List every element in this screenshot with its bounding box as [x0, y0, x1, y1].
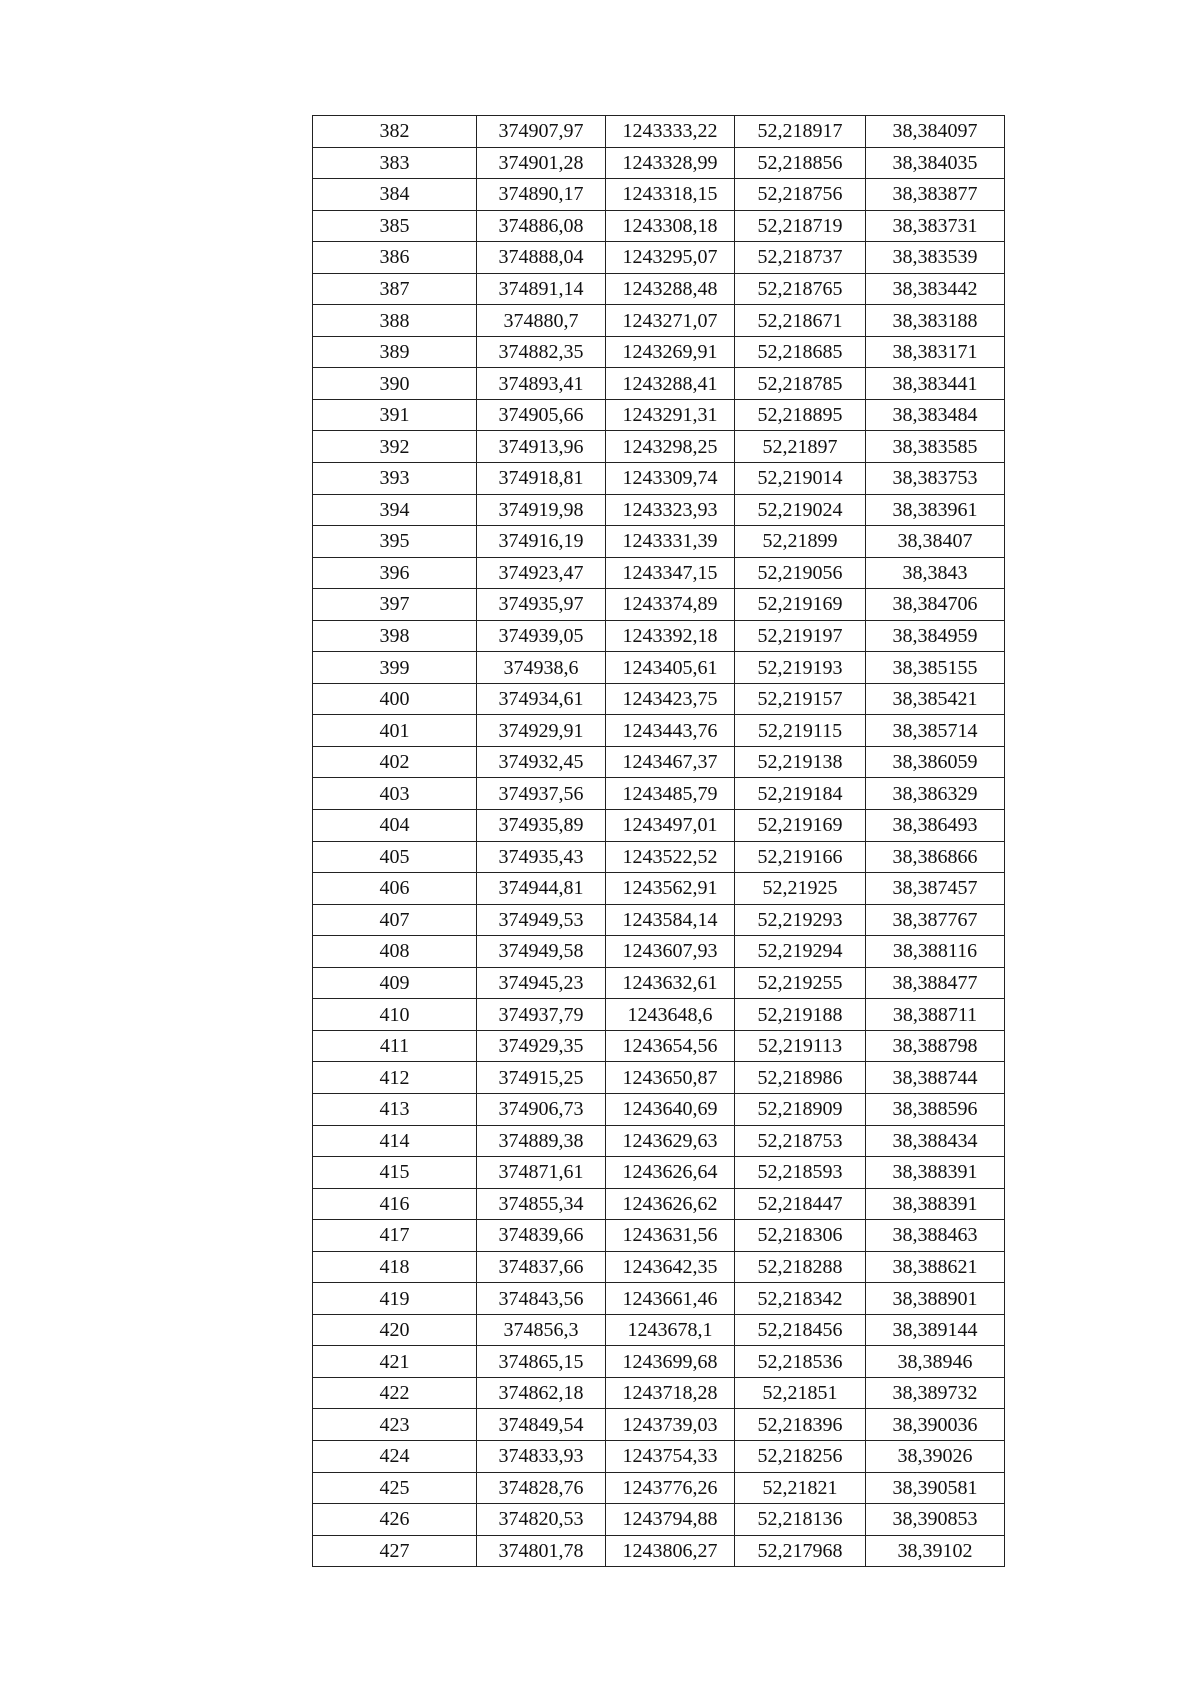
y-coordinate-cell: 1243678,1	[606, 1314, 735, 1346]
point-number-cell: 385	[313, 210, 477, 242]
longitude-cell: 38,384706	[866, 589, 1005, 621]
point-number-cell: 424	[313, 1440, 477, 1472]
latitude-cell: 52,218456	[735, 1314, 866, 1346]
y-coordinate-cell: 1243295,07	[606, 242, 735, 274]
y-coordinate-cell: 1243629,63	[606, 1125, 735, 1157]
point-number-cell: 423	[313, 1409, 477, 1441]
y-coordinate-cell: 1243642,35	[606, 1251, 735, 1283]
table-row	[313, 431, 1005, 463]
latitude-cell: 52,218536	[735, 1346, 866, 1378]
point-number-cell: 394	[313, 494, 477, 526]
x-coordinate-cell: 374937,79	[477, 999, 606, 1031]
y-coordinate-cell: 1243405,61	[606, 652, 735, 684]
x-coordinate-cell: 374945,23	[477, 967, 606, 999]
longitude-cell: 38,389732	[866, 1377, 1005, 1409]
longitude-cell: 38,388116	[866, 936, 1005, 968]
x-coordinate-cell: 374935,89	[477, 810, 606, 842]
point-number-cell: 387	[313, 273, 477, 305]
latitude-cell: 52,219255	[735, 967, 866, 999]
y-coordinate-cell: 1243423,75	[606, 683, 735, 715]
x-coordinate-cell: 374890,17	[477, 179, 606, 211]
table-row	[313, 683, 1005, 715]
latitude-cell: 52,218753	[735, 1125, 866, 1157]
table-row	[313, 147, 1005, 179]
point-number-cell: 421	[313, 1346, 477, 1378]
x-coordinate-cell: 374882,35	[477, 336, 606, 368]
latitude-cell: 52,219138	[735, 746, 866, 778]
latitude-cell: 52,219014	[735, 463, 866, 495]
point-number-cell: 396	[313, 557, 477, 589]
y-coordinate-cell: 1243309,74	[606, 463, 735, 495]
longitude-cell: 38,386059	[866, 746, 1005, 778]
x-coordinate-cell: 374907,97	[477, 116, 606, 148]
longitude-cell: 38,383753	[866, 463, 1005, 495]
x-coordinate-cell: 374828,76	[477, 1472, 606, 1504]
y-coordinate-cell: 1243271,07	[606, 305, 735, 337]
table-row	[313, 1472, 1005, 1504]
y-coordinate-cell: 1243661,46	[606, 1283, 735, 1315]
table-row	[313, 1440, 1005, 1472]
table-row	[313, 620, 1005, 652]
longitude-cell: 38,38946	[866, 1346, 1005, 1378]
point-number-cell: 398	[313, 620, 477, 652]
y-coordinate-cell: 1243308,18	[606, 210, 735, 242]
table-row	[313, 1188, 1005, 1220]
table-row	[313, 1535, 1005, 1567]
y-coordinate-cell: 1243485,79	[606, 778, 735, 810]
point-number-cell: 401	[313, 715, 477, 747]
table-row	[313, 1409, 1005, 1441]
point-number-cell: 395	[313, 526, 477, 558]
x-coordinate-cell: 374889,38	[477, 1125, 606, 1157]
point-number-cell: 392	[313, 431, 477, 463]
y-coordinate-cell: 1243626,64	[606, 1157, 735, 1189]
latitude-cell: 52,218756	[735, 179, 866, 211]
x-coordinate-cell: 374906,73	[477, 1093, 606, 1125]
point-number-cell: 403	[313, 778, 477, 810]
latitude-cell: 52,218685	[735, 336, 866, 368]
latitude-cell: 52,218288	[735, 1251, 866, 1283]
longitude-cell: 38,383188	[866, 305, 1005, 337]
latitude-cell: 52,21821	[735, 1472, 866, 1504]
latitude-cell: 52,21925	[735, 873, 866, 905]
x-coordinate-cell: 374856,3	[477, 1314, 606, 1346]
y-coordinate-cell: 1243699,68	[606, 1346, 735, 1378]
x-coordinate-cell: 374935,97	[477, 589, 606, 621]
longitude-cell: 38,383442	[866, 273, 1005, 305]
table-row	[313, 494, 1005, 526]
point-number-cell: 404	[313, 810, 477, 842]
latitude-cell: 52,219169	[735, 810, 866, 842]
table-row	[313, 1157, 1005, 1189]
longitude-cell: 38,387457	[866, 873, 1005, 905]
point-number-cell: 412	[313, 1062, 477, 1094]
y-coordinate-cell: 1243607,93	[606, 936, 735, 968]
longitude-cell: 38,388463	[866, 1220, 1005, 1252]
x-coordinate-cell: 374919,98	[477, 494, 606, 526]
latitude-cell: 52,218986	[735, 1062, 866, 1094]
y-coordinate-cell: 1243718,28	[606, 1377, 735, 1409]
y-coordinate-cell: 1243626,62	[606, 1188, 735, 1220]
table-row	[313, 999, 1005, 1031]
y-coordinate-cell: 1243776,26	[606, 1472, 735, 1504]
x-coordinate-cell: 374837,66	[477, 1251, 606, 1283]
latitude-cell: 52,219157	[735, 683, 866, 715]
y-coordinate-cell: 1243632,61	[606, 967, 735, 999]
x-coordinate-cell: 374938,6	[477, 652, 606, 684]
longitude-cell: 38,388391	[866, 1188, 1005, 1220]
latitude-cell: 52,21897	[735, 431, 866, 463]
longitude-cell: 38,388391	[866, 1157, 1005, 1189]
longitude-cell: 38,388596	[866, 1093, 1005, 1125]
longitude-cell: 38,388901	[866, 1283, 1005, 1315]
x-coordinate-cell: 374886,08	[477, 210, 606, 242]
table-row	[313, 589, 1005, 621]
latitude-cell: 52,218256	[735, 1440, 866, 1472]
point-number-cell: 427	[313, 1535, 477, 1567]
latitude-cell: 52,217968	[735, 1535, 866, 1567]
point-number-cell: 399	[313, 652, 477, 684]
point-number-cell: 402	[313, 746, 477, 778]
coordinates-table	[312, 115, 1005, 1567]
latitude-cell: 52,21899	[735, 526, 866, 558]
latitude-cell: 52,218136	[735, 1504, 866, 1536]
x-coordinate-cell: 374820,53	[477, 1504, 606, 1536]
table-row	[313, 116, 1005, 148]
x-coordinate-cell: 374849,54	[477, 1409, 606, 1441]
point-number-cell: 425	[313, 1472, 477, 1504]
x-coordinate-cell: 374839,66	[477, 1220, 606, 1252]
y-coordinate-cell: 1243288,41	[606, 368, 735, 400]
table-row	[313, 368, 1005, 400]
table-row	[313, 1093, 1005, 1125]
point-number-cell: 420	[313, 1314, 477, 1346]
point-number-cell: 411	[313, 1030, 477, 1062]
latitude-cell: 52,219166	[735, 841, 866, 873]
latitude-cell: 52,218593	[735, 1157, 866, 1189]
table-row	[313, 557, 1005, 589]
longitude-cell: 38,383961	[866, 494, 1005, 526]
point-number-cell: 383	[313, 147, 477, 179]
table-row	[313, 746, 1005, 778]
x-coordinate-cell: 374862,18	[477, 1377, 606, 1409]
longitude-cell: 38,38407	[866, 526, 1005, 558]
x-coordinate-cell: 374891,14	[477, 273, 606, 305]
x-coordinate-cell: 374880,7	[477, 305, 606, 337]
longitude-cell: 38,39102	[866, 1535, 1005, 1567]
latitude-cell: 52,218342	[735, 1283, 866, 1315]
x-coordinate-cell: 374843,56	[477, 1283, 606, 1315]
point-number-cell: 417	[313, 1220, 477, 1252]
y-coordinate-cell: 1243650,87	[606, 1062, 735, 1094]
longitude-cell: 38,388621	[866, 1251, 1005, 1283]
longitude-cell: 38,390853	[866, 1504, 1005, 1536]
table-row	[313, 399, 1005, 431]
longitude-cell: 38,388434	[866, 1125, 1005, 1157]
y-coordinate-cell: 1243467,37	[606, 746, 735, 778]
x-coordinate-cell: 374949,53	[477, 904, 606, 936]
longitude-cell: 38,390036	[866, 1409, 1005, 1441]
table-row	[313, 242, 1005, 274]
y-coordinate-cell: 1243631,56	[606, 1220, 735, 1252]
point-number-cell: 388	[313, 305, 477, 337]
table-row	[313, 652, 1005, 684]
latitude-cell: 52,219169	[735, 589, 866, 621]
x-coordinate-cell: 374905,66	[477, 399, 606, 431]
x-coordinate-cell: 374901,28	[477, 147, 606, 179]
point-number-cell: 393	[313, 463, 477, 495]
longitude-cell: 38,385155	[866, 652, 1005, 684]
point-number-cell: 410	[313, 999, 477, 1031]
longitude-cell: 38,387767	[866, 904, 1005, 936]
longitude-cell: 38,383441	[866, 368, 1005, 400]
point-number-cell: 415	[313, 1157, 477, 1189]
latitude-cell: 52,219184	[735, 778, 866, 810]
longitude-cell: 38,384097	[866, 116, 1005, 148]
x-coordinate-cell: 374833,93	[477, 1440, 606, 1472]
table-row	[313, 336, 1005, 368]
coordinates-table-body	[313, 116, 1005, 1567]
y-coordinate-cell: 1243443,76	[606, 715, 735, 747]
point-number-cell: 384	[313, 179, 477, 211]
x-coordinate-cell: 374932,45	[477, 746, 606, 778]
latitude-cell: 52,219115	[735, 715, 866, 747]
x-coordinate-cell: 374929,91	[477, 715, 606, 747]
table-row	[313, 210, 1005, 242]
longitude-cell: 38,383539	[866, 242, 1005, 274]
y-coordinate-cell: 1243323,93	[606, 494, 735, 526]
table-row	[313, 1220, 1005, 1252]
x-coordinate-cell: 374939,05	[477, 620, 606, 652]
latitude-cell: 52,219024	[735, 494, 866, 526]
table-row	[313, 936, 1005, 968]
longitude-cell: 38,384035	[866, 147, 1005, 179]
latitude-cell: 52,218856	[735, 147, 866, 179]
y-coordinate-cell: 1243754,33	[606, 1440, 735, 1472]
latitude-cell: 52,219293	[735, 904, 866, 936]
y-coordinate-cell: 1243806,27	[606, 1535, 735, 1567]
longitude-cell: 38,3843	[866, 557, 1005, 589]
point-number-cell: 382	[313, 116, 477, 148]
point-number-cell: 409	[313, 967, 477, 999]
y-coordinate-cell: 1243291,31	[606, 399, 735, 431]
x-coordinate-cell: 374915,25	[477, 1062, 606, 1094]
table-row	[313, 179, 1005, 211]
x-coordinate-cell: 374937,56	[477, 778, 606, 810]
y-coordinate-cell: 1243562,91	[606, 873, 735, 905]
longitude-cell: 38,383171	[866, 336, 1005, 368]
table-row	[313, 1251, 1005, 1283]
table-row	[313, 1346, 1005, 1378]
x-coordinate-cell: 374871,61	[477, 1157, 606, 1189]
longitude-cell: 38,385421	[866, 683, 1005, 715]
x-coordinate-cell: 374944,81	[477, 873, 606, 905]
point-number-cell: 397	[313, 589, 477, 621]
x-coordinate-cell: 374918,81	[477, 463, 606, 495]
x-coordinate-cell: 374923,47	[477, 557, 606, 589]
longitude-cell: 38,388711	[866, 999, 1005, 1031]
point-number-cell: 406	[313, 873, 477, 905]
point-number-cell: 405	[313, 841, 477, 873]
x-coordinate-cell: 374801,78	[477, 1535, 606, 1567]
latitude-cell: 52,218785	[735, 368, 866, 400]
latitude-cell: 52,218909	[735, 1093, 866, 1125]
point-number-cell: 390	[313, 368, 477, 400]
x-coordinate-cell: 374893,41	[477, 368, 606, 400]
y-coordinate-cell: 1243298,25	[606, 431, 735, 463]
table-row	[313, 778, 1005, 810]
y-coordinate-cell: 1243584,14	[606, 904, 735, 936]
latitude-cell: 52,219193	[735, 652, 866, 684]
longitude-cell: 38,386493	[866, 810, 1005, 842]
longitude-cell: 38,383585	[866, 431, 1005, 463]
y-coordinate-cell: 1243328,99	[606, 147, 735, 179]
y-coordinate-cell: 1243269,91	[606, 336, 735, 368]
y-coordinate-cell: 1243347,15	[606, 557, 735, 589]
table-row	[313, 1125, 1005, 1157]
table-row	[313, 1504, 1005, 1536]
point-number-cell: 389	[313, 336, 477, 368]
longitude-cell: 38,389144	[866, 1314, 1005, 1346]
x-coordinate-cell: 374855,34	[477, 1188, 606, 1220]
longitude-cell: 38,388477	[866, 967, 1005, 999]
point-number-cell: 416	[313, 1188, 477, 1220]
longitude-cell: 38,39026	[866, 1440, 1005, 1472]
table-row	[313, 1030, 1005, 1062]
x-coordinate-cell: 374888,04	[477, 242, 606, 274]
x-coordinate-cell: 374865,15	[477, 1346, 606, 1378]
latitude-cell: 52,218396	[735, 1409, 866, 1441]
x-coordinate-cell: 374935,43	[477, 841, 606, 873]
table-row	[313, 873, 1005, 905]
point-number-cell: 418	[313, 1251, 477, 1283]
x-coordinate-cell: 374913,96	[477, 431, 606, 463]
point-number-cell: 414	[313, 1125, 477, 1157]
y-coordinate-cell: 1243640,69	[606, 1093, 735, 1125]
x-coordinate-cell: 374949,58	[477, 936, 606, 968]
longitude-cell: 38,383877	[866, 179, 1005, 211]
longitude-cell: 38,390581	[866, 1472, 1005, 1504]
point-number-cell: 407	[313, 904, 477, 936]
table-row	[313, 273, 1005, 305]
x-coordinate-cell: 374934,61	[477, 683, 606, 715]
x-coordinate-cell: 374929,35	[477, 1030, 606, 1062]
latitude-cell: 52,218306	[735, 1220, 866, 1252]
latitude-cell: 52,218917	[735, 116, 866, 148]
table-row	[313, 1377, 1005, 1409]
latitude-cell: 52,219197	[735, 620, 866, 652]
latitude-cell: 52,21851	[735, 1377, 866, 1409]
y-coordinate-cell: 1243794,88	[606, 1504, 735, 1536]
longitude-cell: 38,386866	[866, 841, 1005, 873]
table-row	[313, 463, 1005, 495]
table-row	[313, 810, 1005, 842]
y-coordinate-cell: 1243331,39	[606, 526, 735, 558]
longitude-cell: 38,388744	[866, 1062, 1005, 1094]
latitude-cell: 52,218447	[735, 1188, 866, 1220]
point-number-cell: 426	[313, 1504, 477, 1536]
latitude-cell: 52,219056	[735, 557, 866, 589]
y-coordinate-cell: 1243374,89	[606, 589, 735, 621]
table-row	[313, 1062, 1005, 1094]
table-row	[313, 526, 1005, 558]
point-number-cell: 419	[313, 1283, 477, 1315]
longitude-cell: 38,388798	[866, 1030, 1005, 1062]
y-coordinate-cell: 1243654,56	[606, 1030, 735, 1062]
point-number-cell: 408	[313, 936, 477, 968]
table-row	[313, 715, 1005, 747]
longitude-cell: 38,386329	[866, 778, 1005, 810]
table-row	[313, 1314, 1005, 1346]
y-coordinate-cell: 1243392,18	[606, 620, 735, 652]
y-coordinate-cell: 1243288,48	[606, 273, 735, 305]
point-number-cell: 422	[313, 1377, 477, 1409]
longitude-cell: 38,383731	[866, 210, 1005, 242]
point-number-cell: 413	[313, 1093, 477, 1125]
y-coordinate-cell: 1243522,52	[606, 841, 735, 873]
latitude-cell: 52,218765	[735, 273, 866, 305]
longitude-cell: 38,384959	[866, 620, 1005, 652]
x-coordinate-cell: 374916,19	[477, 526, 606, 558]
table-row	[313, 841, 1005, 873]
y-coordinate-cell: 1243497,01	[606, 810, 735, 842]
table-row	[313, 305, 1005, 337]
point-number-cell: 386	[313, 242, 477, 274]
table-row	[313, 967, 1005, 999]
y-coordinate-cell: 1243333,22	[606, 116, 735, 148]
longitude-cell: 38,385714	[866, 715, 1005, 747]
point-number-cell: 391	[313, 399, 477, 431]
table-row	[313, 1283, 1005, 1315]
y-coordinate-cell: 1243318,15	[606, 179, 735, 211]
latitude-cell: 52,218719	[735, 210, 866, 242]
y-coordinate-cell: 1243739,03	[606, 1409, 735, 1441]
latitude-cell: 52,219113	[735, 1030, 866, 1062]
latitude-cell: 52,218895	[735, 399, 866, 431]
latitude-cell: 52,219294	[735, 936, 866, 968]
latitude-cell: 52,219188	[735, 999, 866, 1031]
y-coordinate-cell: 1243648,6	[606, 999, 735, 1031]
longitude-cell: 38,383484	[866, 399, 1005, 431]
latitude-cell: 52,218737	[735, 242, 866, 274]
point-number-cell: 400	[313, 683, 477, 715]
table-row	[313, 904, 1005, 936]
latitude-cell: 52,218671	[735, 305, 866, 337]
